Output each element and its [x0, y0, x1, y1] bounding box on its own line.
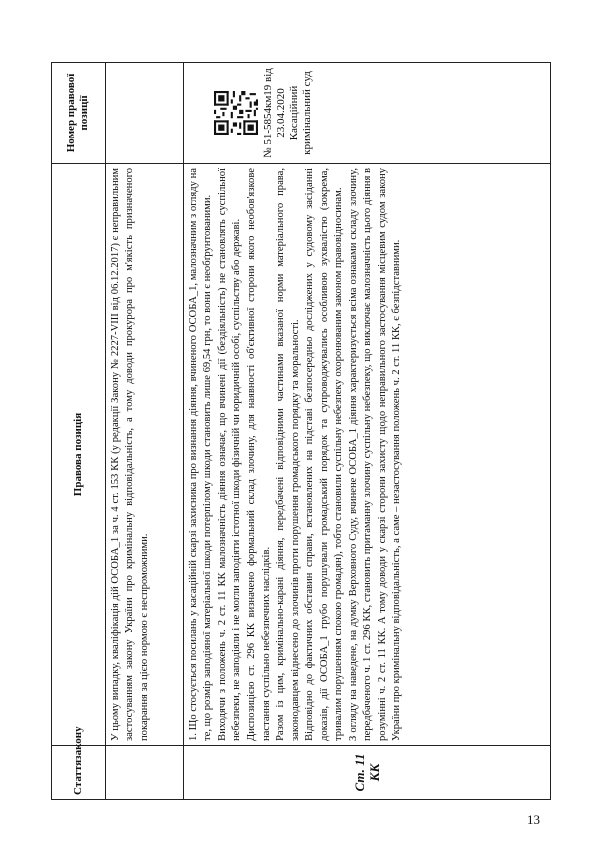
- row1-article: [105, 746, 183, 800]
- paragraph: У цьому випадку, кваліфікація дій ОСОБА_1 за ч. 4 ст. 153 КК (у редакції Закону № 2227-VIII від 06.12.2017) є неправильним застосуванням закону України про кримінальну відповідальність, а тому доводи прокурора про м'якість призначеного покарання за цією нормою є неспроможними.: [109, 168, 150, 741]
- header-position: Правова позиція: [52, 164, 106, 746]
- table-header-row: [52, 63, 106, 800]
- header-number: Номер правової позиції: [52, 63, 106, 164]
- table-row: [105, 63, 183, 800]
- row1-number: [105, 63, 183, 164]
- paragraph: Відповідно до фактичних обставин справи, встановлених на підставі безпосередньо досліджених у судовому засіданні доказів, дії ОСОБА_1 грубо порушували громадський порядок та супроводжувались особливою зухвалістю (зокрема, тривалим порушенням спокою громадян), тобто становили суспільну небезпеку охоронюваним законом правовідносинам.: [304, 168, 345, 741]
- paragraph: Диспозицією ст. 296 КК визначено формальний склад злочину, для наявності об'єктивної сторони якого необов'язкове настання суспільно небезпечних наслідків.: [245, 168, 272, 741]
- qr-code-icon: [214, 91, 258, 135]
- row2-text: [183, 164, 550, 746]
- paragraph: 1. Що стосується посилань у касаційній скарзі захисника про визнання діяння, вчиненого ОСОБА_1, малозначним з огляду на те, що розмір заподіяної матеріальної шкоди потерпілому шкоди становить лише 69,54 грн, то вони є необґрунтованими.: [187, 168, 214, 741]
- row2-number-cell: [183, 63, 550, 164]
- header-article: Статтязакону: [52, 746, 106, 800]
- page-number: 13: [527, 812, 540, 827]
- paragraph: Виходячи з положень ч. 2 ст. 11 КК малозначність діяння означає, що вчинені дії (бездіяльність) не становлять суспільної небезпеки, не заподіяли і не могли заподіяти істотної шкоди фізичній чи юридичній особі, суспільству або державі.: [216, 168, 243, 741]
- paragraph: Разом із цим, кримінально-карані діяння, передбачені відповідними частинами вказаної норми матеріального права, законодавцем віднесено до злочинів проти порушення громадського порядку та моральності.: [275, 168, 301, 741]
- row2-article: Ст. 11 КК: [183, 746, 550, 800]
- legal-positions-table: [51, 62, 551, 800]
- paragraph: З огляду на наведене, на думку Верховного Суду, вчинене ОСОБА_1 діяння характеризується всіма ознаками складу злочину, передбаченого ч. 1 ст. 296 КК, становить притаманну злочину суспільну небезпеку, що виключає малозначність цього діяння в розумінні ч. 2 ст. 11 КК. А тому доводи у скарзі сторони захисту щодо неправильного застосування місцевим судом закону України про кримінальну відповідальність, а саме – незастосування положень ч. 2 ст. 11 КК, є безпідставними.: [347, 168, 403, 741]
- row1-text: [105, 164, 183, 746]
- table-row: [183, 63, 550, 800]
- rotated-page-content: [51, 62, 551, 800]
- decision-reference: № 51-5854км19 від 23.04.2020 Касаційний кримінальний суд: [261, 68, 313, 158]
